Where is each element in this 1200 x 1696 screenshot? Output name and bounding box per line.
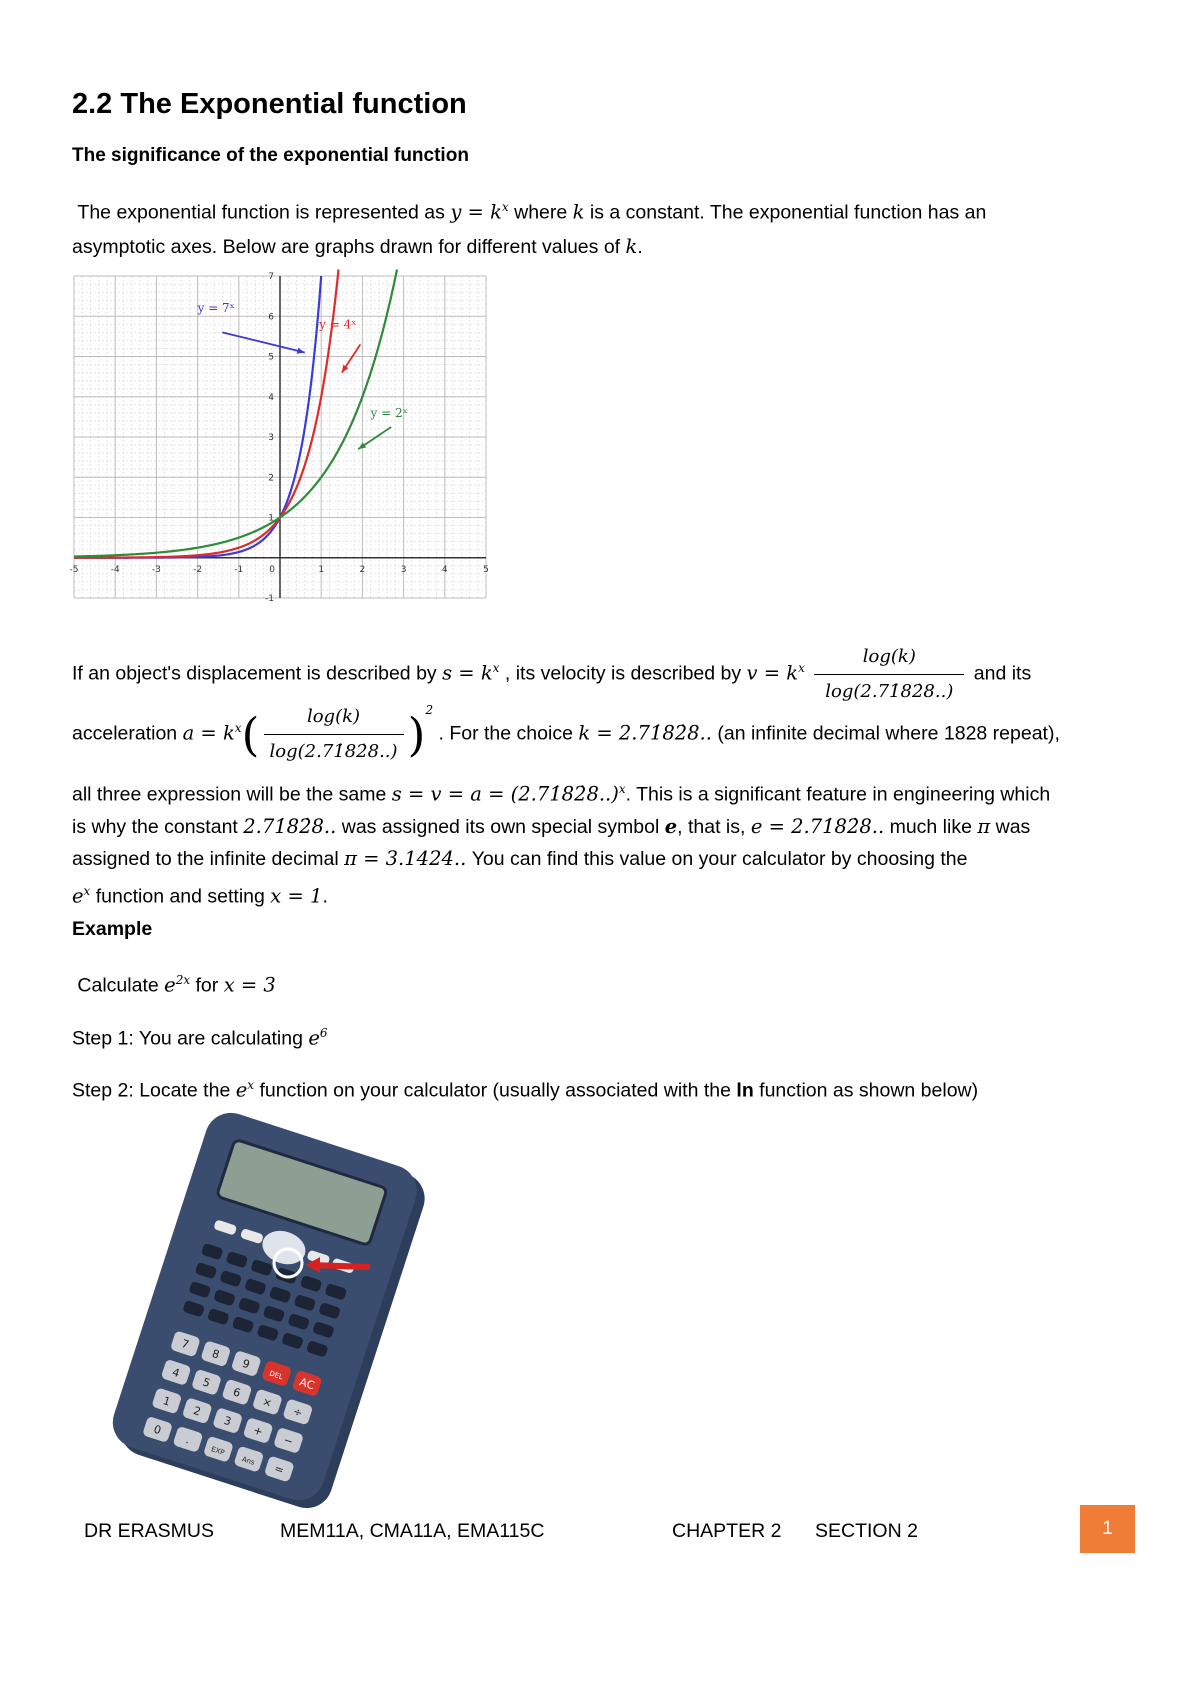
footer-author: DR ERASMUS	[84, 1520, 215, 1542]
label-4x: y = 4ˣ	[319, 317, 357, 332]
x-tick-label: 5	[483, 564, 489, 575]
y-tick-label: 4	[268, 392, 274, 403]
x-tick-label: 0	[269, 564, 275, 575]
svg-text:1: 1	[161, 1394, 172, 1409]
svg-text:2: 2	[191, 1403, 203, 1419]
x-tick-label: -2	[193, 564, 203, 575]
x-tick-label: 3	[400, 564, 407, 575]
y-tick-label: -1	[265, 594, 274, 604]
acceleration-line: acceleration $a = k^x$( $\frac{\log(k)}{\log(2.71̇82̇8..)}$ )$^2$ . For the choice k = 2.71̇82̇8.. (an infinite decimal where 1828 repeat),	[72, 700, 1182, 769]
page-number: 1	[1080, 1505, 1135, 1553]
svg-text:÷: ÷	[291, 1404, 305, 1420]
y-tick-label: 5	[268, 352, 274, 363]
y-tick-label: 3	[268, 433, 274, 443]
y-tick-label: 1	[268, 513, 274, 524]
label-2x: y = 2ˣ	[370, 405, 408, 420]
x-tick-label: -1	[234, 564, 244, 575]
velocity-line: If an object's displacement is described by $s = k^x$ , its velocity is described by $v = k^x$ $\frac{\log(k)}{\log(2.71̇82̇8..)}$ and its	[72, 640, 1172, 709]
graph-svg	[69, 272, 492, 618]
svg-text:7: 7	[179, 1337, 191, 1352]
svg-text:6: 6	[231, 1385, 243, 1400]
svg-text:DEL: DEL	[268, 1369, 284, 1382]
example-heading: Example	[72, 918, 153, 940]
svg-text:×: ×	[260, 1394, 274, 1411]
x-tick-label: -5	[69, 564, 79, 575]
svg-text:AC: AC	[297, 1375, 317, 1393]
x-tick-label: 4	[441, 564, 448, 575]
y-tick-label: 6	[268, 312, 274, 323]
svg-text:.: .	[184, 1433, 192, 1447]
svg-text:=: =	[272, 1461, 286, 1478]
significance-paragraph: all three expression will be the same s = v = a = (2.71̇82̇8..)$^x$. This is a significant feature in engineering which is why the constant 2.71̇82̇8.. was assigned its own special symbol e, that is, e = 2.71̇82̇8.. much like π was assigned to the infinite decimal π = 3.1424.. You can find this value on your calculator by choosing the $e^x$ function and setting x = 1.	[72, 782, 1051, 907]
svg-text:9: 9	[240, 1356, 252, 1372]
example-calculate: Calculate $e^{2x}$ for x = 3	[77, 973, 276, 997]
svg-text:Ans: Ans	[240, 1455, 256, 1467]
x-tick-label: 1	[318, 564, 325, 575]
y-tick-label: 2	[268, 473, 274, 484]
svg-text:0: 0	[152, 1422, 163, 1438]
svg-text:+: +	[251, 1423, 265, 1439]
svg-text:4: 4	[170, 1365, 182, 1381]
arrow-2x-head	[358, 442, 366, 449]
svg-text:−: −	[281, 1433, 295, 1449]
intro-paragraph: The exponential function is represented as $y = k^x$ where k is a constant. The exponential function has an asymptotic axes. Below are graphs drawn for different values of k.	[72, 200, 987, 258]
x-tick-label: 2	[359, 564, 366, 575]
y-tick-label: 7	[268, 272, 274, 282]
calculator-image	[80, 1115, 440, 1495]
example-step1: Step 1: You are calculating $e^6$	[72, 1026, 328, 1050]
svg-text:5: 5	[201, 1375, 212, 1390]
x-tick-label: -3	[151, 564, 161, 575]
svg-text:8: 8	[210, 1346, 221, 1362]
footer-chapter: CHAPTER 2	[672, 1520, 782, 1542]
x-tick-label: -4	[110, 564, 120, 575]
svg-text:EXP: EXP	[210, 1445, 226, 1457]
svg-text:3: 3	[222, 1413, 233, 1429]
exponential-graph	[69, 272, 492, 618]
section-subtitle: The significance of the exponential function	[72, 145, 469, 166]
page-title: 2.2 The Exponential function	[72, 88, 467, 120]
footer-section: SECTION 2	[815, 1520, 918, 1542]
example-step2: Step 2: Locate the $e^x$ function on your calculator (usually associated with the ln function as shown below)	[72, 1078, 979, 1102]
label-7x: y = 7ˣ	[197, 301, 235, 316]
footer-courses: MEM11A, CMA11A, EMA115C	[280, 1520, 545, 1542]
